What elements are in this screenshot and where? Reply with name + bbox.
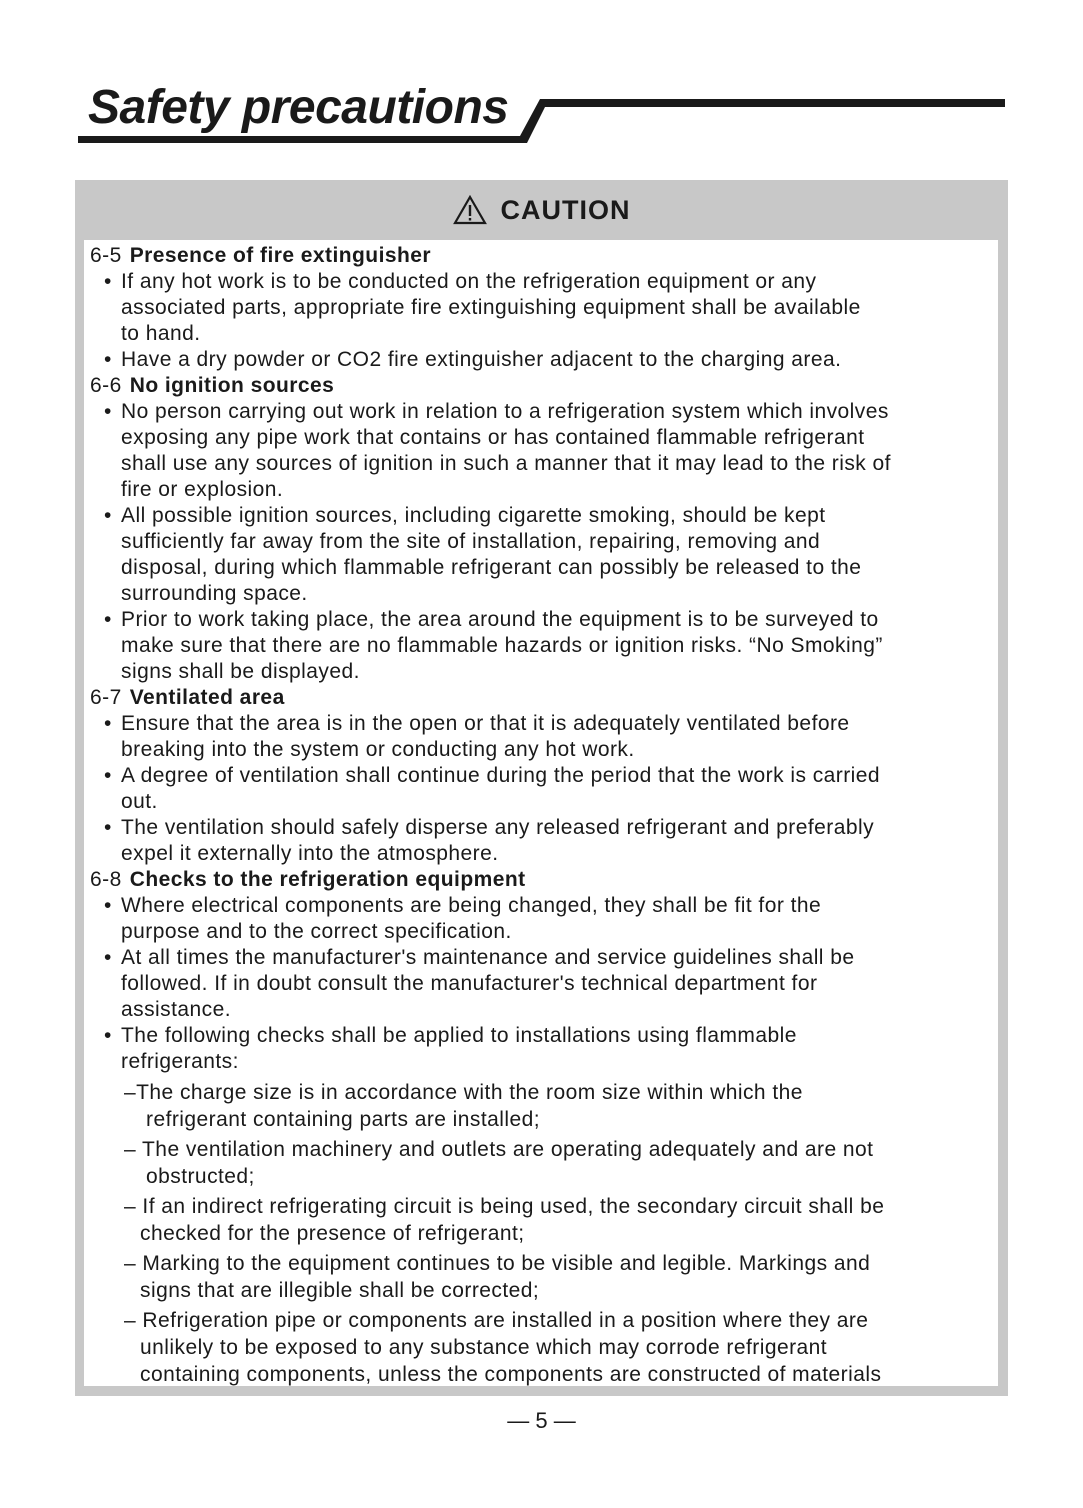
bullet-line: fire or explosion. xyxy=(121,478,284,501)
bullet-item xyxy=(84,269,998,347)
bullet-line: refrigerants: xyxy=(121,1050,239,1073)
bullet-line: assistance. xyxy=(121,998,232,1021)
bullet-line: All possible ignition sources, including cigarette smoking, should be kept xyxy=(121,504,826,527)
sub-item xyxy=(84,1250,998,1304)
bullet-line: No person carrying out work in relation to a refrigeration system which involves xyxy=(121,400,889,423)
bullet-line: sufficiently far away from the site of installation, repairing, removing and xyxy=(121,530,821,553)
section-heading xyxy=(84,243,998,269)
bullet-item xyxy=(84,607,998,685)
section-heading xyxy=(84,867,998,893)
bullet-line: breaking into the system or conducting any hot work. xyxy=(121,738,635,761)
section-heading xyxy=(84,685,998,711)
bullet-line: signs shall be displayed. xyxy=(121,660,360,683)
bullet-line: Ensure that the area is in the open or that it is adequately ventilated before xyxy=(121,712,850,735)
section-number: 6-8 xyxy=(90,868,122,891)
section-title: Ventilated area xyxy=(129,686,285,709)
bullet-icon: • xyxy=(104,712,112,735)
caution-label: CAUTION xyxy=(500,194,631,225)
bullet-line: out. xyxy=(121,790,158,813)
bullet-item xyxy=(84,503,998,607)
caution-box xyxy=(75,180,1008,1396)
sub-item-line: – Marking to the equipment continues to be visible and legible. Markings and xyxy=(124,1252,871,1275)
bullet-line: Have a dry powder or CO2 fire extinguisher adjacent to the charging area. xyxy=(121,348,842,371)
bullet-line: A degree of ventilation shall continue during the period that the work is carried xyxy=(121,764,881,787)
bullet-item xyxy=(84,945,998,1023)
page-number: — 5 — xyxy=(507,1408,576,1433)
caution-content xyxy=(84,240,998,1386)
section-title: Checks to the refrigeration equipment xyxy=(129,868,526,891)
bullet-line: exposing any pipe work that contains or has contained flammable refrigerant xyxy=(121,426,865,449)
sub-item-line: refrigerant containing parts are installed; xyxy=(146,1108,541,1131)
bullet-item xyxy=(84,399,998,503)
bullet-item xyxy=(84,893,998,945)
bullet-line: At all times the manufacturer's maintenance and service guidelines shall be xyxy=(121,946,855,969)
bullet-line: disposal, during which flammable refrigerant can possibly be released to the xyxy=(121,556,862,579)
bullet-line: The following checks shall be applied to installations using flammable xyxy=(121,1024,797,1047)
sub-item xyxy=(84,1079,998,1133)
bullet-item xyxy=(84,347,998,373)
bullet-item xyxy=(84,1023,998,1075)
bullet-icon: • xyxy=(104,348,112,371)
bullet-line: purpose and to the correct specification. xyxy=(121,920,512,943)
bullet-icon: • xyxy=(104,608,112,631)
bullet-line: followed. If in doubt consult the manufacturer's technical department for xyxy=(121,972,818,995)
sub-item xyxy=(84,1307,998,1388)
sub-item-line: obstructed; xyxy=(146,1165,255,1188)
sub-item-line: containing components, unless the components are constructed of materials xyxy=(140,1363,882,1386)
section-title: No ignition sources xyxy=(129,374,335,397)
bullet-line: to hand. xyxy=(121,322,201,345)
bullet-item xyxy=(84,763,998,815)
warning-icon xyxy=(453,195,487,225)
section-number: 6-6 xyxy=(90,374,122,397)
sub-item-line: – If an indirect refrigerating circuit is being used, the secondary circuit shall be xyxy=(124,1195,885,1218)
section-number: 6-7 xyxy=(90,686,122,709)
bullet-line: Prior to work taking place, the area around the equipment is to be surveyed to xyxy=(121,608,879,631)
bullet-line: expel it externally into the atmosphere. xyxy=(121,842,499,865)
bullet-item xyxy=(84,815,998,867)
page-number-value: 5 xyxy=(535,1408,548,1433)
sub-item-line: – Refrigeration pipe or components are installed in a position where they are xyxy=(124,1309,869,1332)
sub-item-line: checked for the presence of refrigerant; xyxy=(140,1222,525,1245)
bullet-line: make sure that there are no flammable hazards or ignition risks. “No Smoking” xyxy=(121,634,883,657)
page-title: Safety precautions xyxy=(88,81,509,134)
bullet-icon: • xyxy=(104,816,112,839)
bullet-icon: • xyxy=(104,946,112,969)
section-heading xyxy=(84,373,998,399)
bullet-icon: • xyxy=(104,894,112,917)
bullet-line: surrounding space. xyxy=(121,582,308,605)
sub-item-line: signs that are illegible shall be corrected; xyxy=(140,1279,540,1302)
section-number: 6-5 xyxy=(90,244,122,267)
sub-item xyxy=(84,1136,998,1190)
bullet-line: shall use any sources of ignition in such a manner that it may lead to the risk of xyxy=(121,452,891,475)
bullet-icon: • xyxy=(104,270,112,293)
sub-item-line: unlikely to be exposed to any substance which may corrode refrigerant xyxy=(140,1336,828,1359)
bullet-line: associated parts, appropriate fire extinguishing equipment shall be available xyxy=(121,296,861,319)
bullet-icon: • xyxy=(104,1024,112,1047)
sub-items xyxy=(84,1079,998,1388)
bullet-line: If any hot work is to be conducted on the refrigeration equipment or any xyxy=(121,270,817,293)
bullet-icon: • xyxy=(104,504,112,527)
bullet-icon: • xyxy=(104,764,112,787)
bullet-item xyxy=(84,711,998,763)
bullet-line: The ventilation should safely disperse any released refrigerant and preferably xyxy=(121,816,875,839)
sub-item xyxy=(84,1193,998,1247)
bullet-line: Where electrical components are being changed, they shall be fit for the xyxy=(121,894,822,917)
bullet-icon: • xyxy=(104,400,112,423)
sub-item-line: –The charge size is in accordance with the room size within which the xyxy=(124,1081,803,1104)
section-title: Presence of fire extinguisher xyxy=(129,244,432,267)
caution-header xyxy=(75,180,1008,240)
sub-item-line: – The ventilation machinery and outlets are operating adequately and are not xyxy=(124,1138,874,1161)
